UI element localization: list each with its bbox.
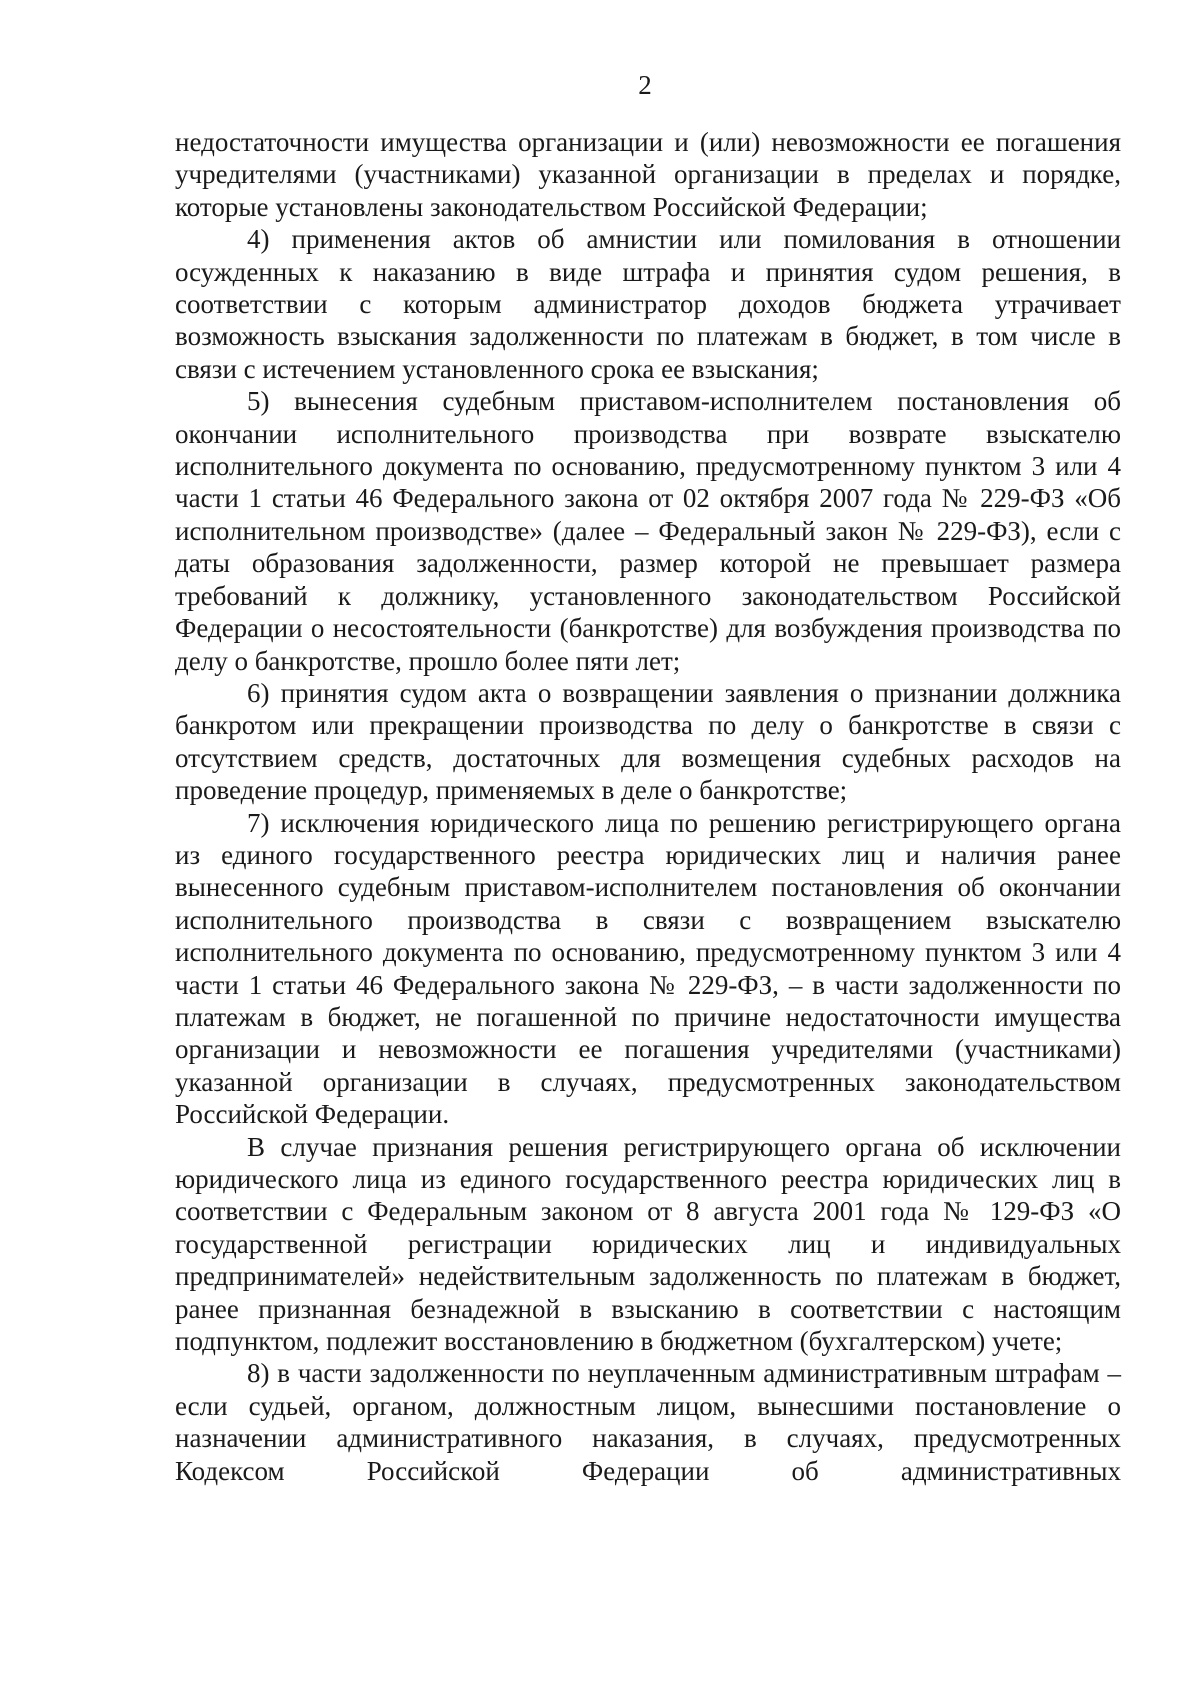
paragraph-item-7: 7) исключения юридического лица по решению регистрирующего органа из единого государственного реестра юридических лиц и наличия ранее вынесенного судебным приставом-исполнителем постановления об окончании исполнительного производства в связи с возвращением взыскателю исполнительного документа по основанию, предусмотренному пунктом 3 или 4 части 1 статьи 46 Федерального закона № 229-ФЗ, – в части задолженности по платежам в бюджет, не погашенной по причине недостаточности имущества организации и невозможности ее погашения учредителями (участниками) указанной организации в случаях, предусмотренных законодательством Российской Федерации. [175, 807, 1121, 1130]
paragraph-restoration-case: В случае признания решения регистрирующего органа об исключении юридического лица из единого государственного реестра юридических лиц в соответствии с Федеральным законом от 8 августа 2001 года № 129-ФЗ «О государственной регистрации юридических лиц и индивидуальных предпринимателей» недействительным задолженность по платежам в бюджет, ранее признанная безнадежной в взысканию в соответствии с настоящим подпунктом, подлежит восстановлению в бюджетном (бухгалтерском) учете; [175, 1131, 1121, 1357]
paragraph-item-6: 6) принятия судом акта о возвращении заявления о признании должника банкротом или прекращении производства по делу о банкротстве в связи с отсутствием средств, достаточных для возмещения судебных расходов на проведение процедур, применяемых в деле о банкротстве; [175, 677, 1121, 806]
paragraph-item-8: 8) в части задолженности по неуплаченным административным штрафам – если судьей, органом, должностным лицом, вынесшими постановление о назначении административного наказания, в случаях, предусмотренных Кодексом Российской Федерации об административных [175, 1358, 1121, 1486]
page-number: 2 [638, 70, 652, 100]
document-body [175, 126, 1121, 1487]
paragraph-continuation: недостаточности имущества организации и (или) невозможности ее погашения учредителями (участниками) указанной организации в пределах и порядке, которые установлены законодательством Российской Федерации; [175, 127, 1121, 222]
paragraph-item-5: 5) вынесения судебным приставом-исполнителем постановления об окончании исполнительного производства при возврате взыскателю исполнительного документа по основанию, предусмотренному пунктом 3 или 4 части 1 статьи 46 Федерального закона от 02 октября 2007 года № 229-ФЗ «Об исполнительном производстве» (далее – Федеральный закон № 229-ФЗ), если с даты образования задолженности, размер которой не превышает размера требований к должнику, установленного законодательством Российской Федерации о несостоятельности (банкротстве) для возбуждения производства по делу о банкротстве, прошло более пяти лет; [175, 386, 1121, 676]
paragraph-item-4: 4) применения актов об амнистии или помилования в отношении осужденных к наказанию в виде штрафа и принятия судом решения, в соответствии с которым администратор доходов бюджета утрачивает возможность взыскания задолженности по платежам в бюджет, в том числе в связи с истечением установленного срока ее взыскания; [175, 224, 1121, 384]
